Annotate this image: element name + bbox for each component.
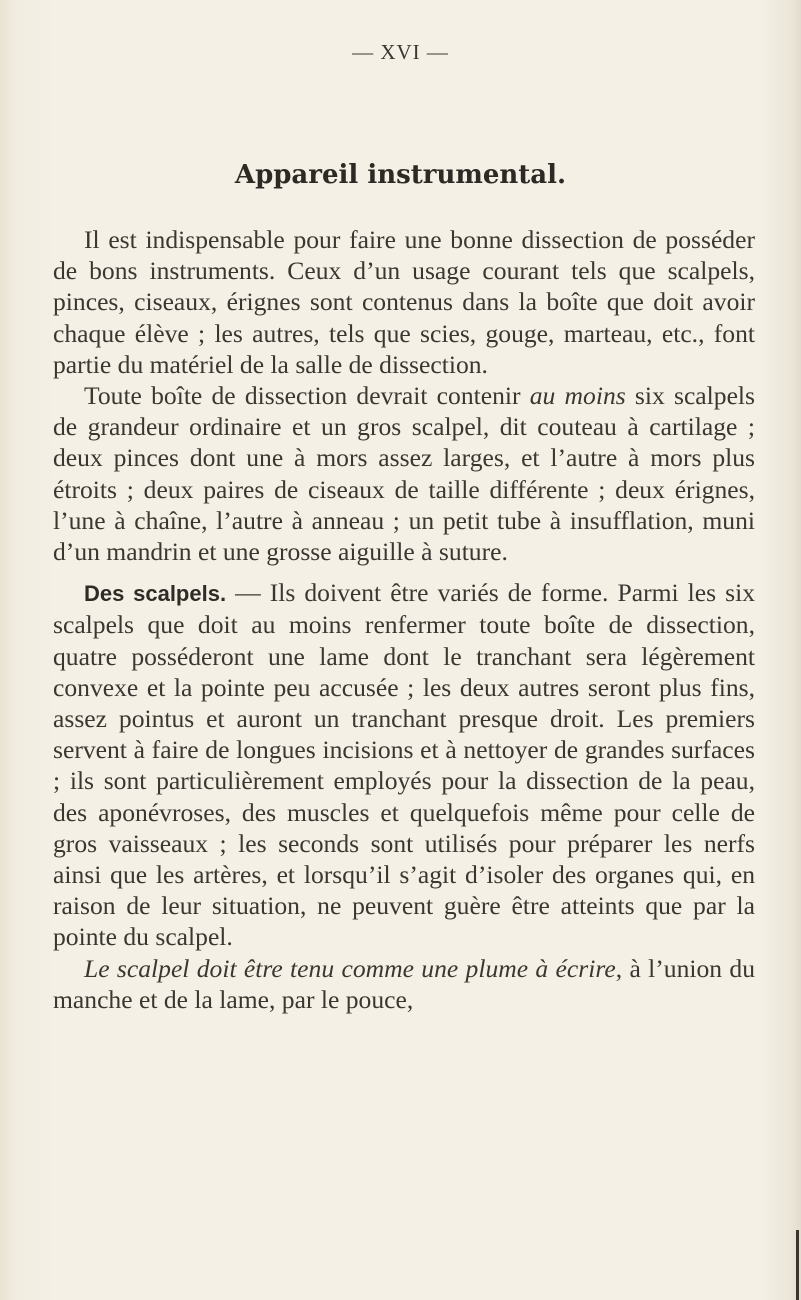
paragraph-gap — [53, 567, 755, 577]
paragraph-4-text: , à l’union du manche et de la lame, par le pouce, — [53, 953, 755, 1014]
paragraph-4-emphasis: Le scalpel doit être tenu comme une plume à écrire — [84, 953, 616, 983]
paragraph-4 — [53, 953, 755, 1015]
paragraph-2-start: Toute boîte de dissection devrait contenir — [84, 381, 530, 411]
page-number: — XVI — — [352, 40, 449, 64]
scalpels-heading: Des scalpels. — [84, 581, 227, 607]
paragraph-2-end: six scalpels de grandeur ordinaire et un gros scalpel, dit couteau à cartilage ; deux pinces dont une à mors assez larges, et l’autre à mors plus étroits ; deux paires de ciseaux de taille différente ; deux érignes, l’une à chaîne, l’autre à anneau ; un petit tube à insufflation, muni d’un mandrin et une grosse aiguille à suture. — [53, 381, 755, 567]
section-title: Appareil instrumental. — [234, 160, 567, 190]
body-text — [53, 224, 755, 1015]
page-edge-shadow — [796, 1230, 799, 1300]
paragraph-1: Il est indispensable pour faire une bonne dissection de posséder de bons instruments. Ceux d’un usage courant tels que scalpels, pinces, ciseaux, érignes sont contenus dans la boîte que doit avoir chaque élève ; les autres, tels que scies, gouge, marteau, etc., font partie du matériel de la salle de dissection. — [53, 225, 755, 379]
paragraph-2 — [53, 380, 755, 567]
paragraph-3-text: — Ils doivent être variés de forme. Parmi les six scalpels que doit au moins renfermer toute boîte de dissection, quatre posséderont une lame dont le tranchant sera légèrement convexe et la pointe peu accusée ; les deux autres seront plus fins, assez pointus et auront un tranchant presque droit. Les premiers servent à faire de longues incisions et à nettoyer de grandes surfaces ; ils sont particulièrement employés pour la dissection de la peau, des aponévroses, des muscles et quelquefois même pour celle de gros vaisseaux ; les seconds sont utilisés pour préparer les nerfs ainsi que les artères, et lorsqu’il s’agit d’isoler des organes qui, en raison de leur situation, ne peuvent guère être atteints que par la pointe du scalpel. — [53, 578, 755, 952]
paragraph-2-emphasis: au moins — [529, 381, 626, 411]
paragraph-3 — [53, 577, 755, 952]
